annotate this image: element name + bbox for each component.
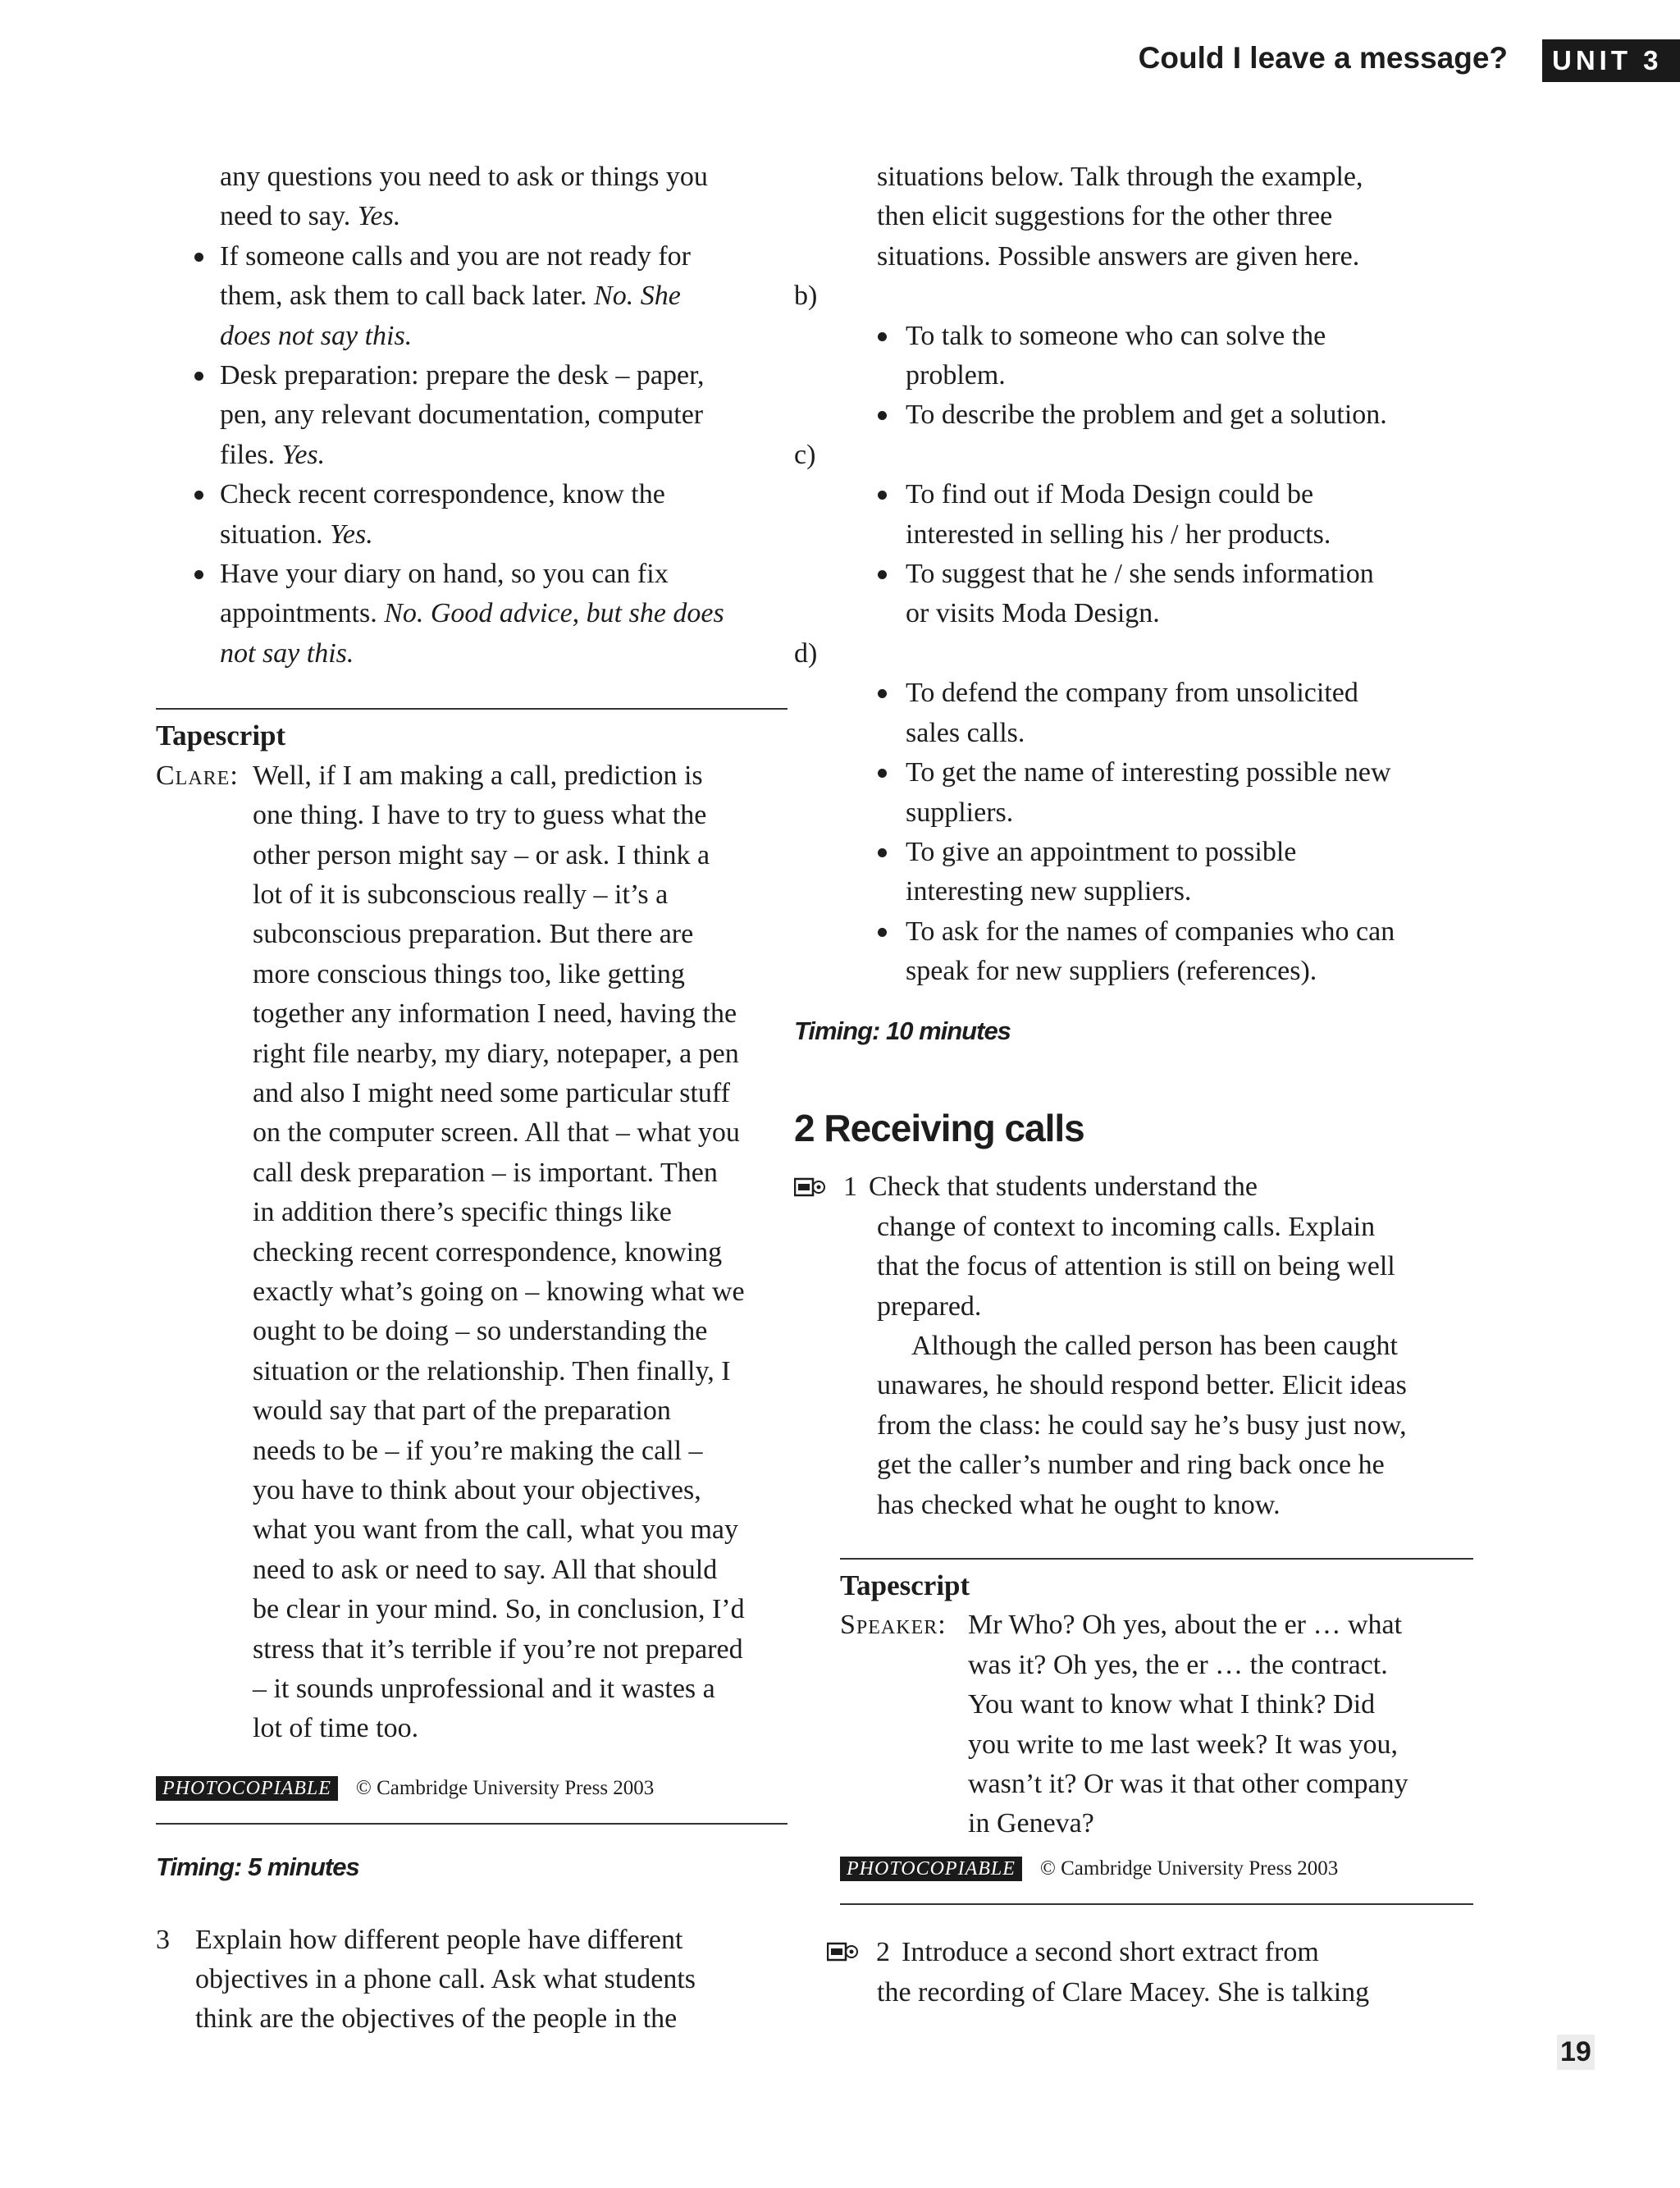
photocopiable-badge: PHOTOCOPIABLE bbox=[840, 1857, 1022, 1881]
list-item: To describe the problem and get a solution. bbox=[794, 395, 1475, 435]
section-title: 2 Receiving calls bbox=[794, 1106, 1084, 1149]
group-letter: b) bbox=[794, 281, 818, 312]
copyright: © Cambridge University Press 2003 bbox=[1039, 1857, 1339, 1880]
header-title: Could I leave a message? bbox=[1138, 41, 1508, 75]
divider bbox=[840, 1558, 1473, 1560]
tapescript-text: Well, if I am making a call, prediction is one thing. I have to try to guess what the other person might say – or ask. I think a lot of it is subconscious really – it’s a subconscious preparation. But there are more conscious things too, like getting together any information I need, having the right file nearby, my diary, notepaper, a pen and also I might need some particular stuff on the computer screen. All that – what you call desk preparation – is important. Then in addition there’s specific things like checking recent correspondence, knowing exactly what’s going on – knowing what we ought to be doing – so understanding the situation or the relationship. Then finally, I would say that part of the preparation needs to be – if you’re making the call – you have to think about your objectives, what you want from the call, what you may need to ask or need to say. All that should be clear in your mind. So, in conclusion, I’d stress that it’s terrible if you’re not prepared – it sounds unprofessional and it wastes a lot of time too. bbox=[253, 760, 745, 1744]
right-column bbox=[794, 158, 1475, 2012]
copyright: © Cambridge University Press 2003 bbox=[355, 1776, 655, 1799]
continuation-line: any questions you need to ask or things you bbox=[220, 162, 708, 192]
list-item: If someone calls and you are not ready for them, ask them to call back later. No. She does not say this. bbox=[156, 237, 788, 356]
item-number: 3 bbox=[156, 1924, 170, 1955]
list-item: To give an appointment to possible interesting new suppliers. bbox=[794, 833, 1475, 912]
timing-label: Timing: 10 minutes bbox=[794, 1016, 1011, 1045]
item-number: 1 bbox=[843, 1172, 857, 1203]
activity-1: 1 Check that students understand the change of context to incoming calls. Explain that the focus of attention is still on being well prepared. Although the called person has been caught unawares, he should respond better. Elicit ideas from the class: he could say he’s busy just now, get the caller’s number and ring back once he has checked what he ought to know. bbox=[794, 1167, 1475, 1525]
activity-3: 3 Explain how different people have different objectives in a phone call. Ask what students think are the objectives of the people in the bbox=[156, 1921, 788, 2040]
speaker-label: Clare: bbox=[156, 760, 239, 791]
list-item: Have your diary on hand, so you can fix appointments. No. Good advice, but she does not say this. bbox=[156, 555, 788, 674]
list-item: To talk to someone who can solve the problem. bbox=[794, 317, 1475, 396]
continuation-line: situations below. Talk through the example, bbox=[877, 162, 1363, 192]
divider bbox=[156, 1823, 788, 1825]
list-item: To find out if Moda Design could be interested in selling his / her products. bbox=[794, 475, 1475, 555]
divider bbox=[156, 708, 788, 710]
group-letter: d) bbox=[794, 637, 818, 669]
cd-audio-icon bbox=[827, 1940, 858, 1963]
tapescript-heading: Tapescript bbox=[156, 719, 286, 752]
photocopiable-row bbox=[156, 1769, 788, 1808]
continuation-line: situations. Possible answers are given here. bbox=[877, 240, 1360, 272]
divider bbox=[840, 1903, 1473, 1905]
group-letter: c) bbox=[794, 439, 816, 470]
cd-audio-icon bbox=[794, 1176, 825, 1199]
list-item: To ask for the names of companies who can speak for new suppliers (references). bbox=[794, 912, 1475, 992]
continuation-line: then elicit suggestions for the other three bbox=[877, 201, 1333, 232]
continuation-line: need to say. Yes. bbox=[220, 201, 401, 232]
page-number: 19 bbox=[1557, 2035, 1595, 2070]
list-item: Desk preparation: prepare the desk – paper, pen, any relevant documentation, computer files. Yes. bbox=[156, 356, 788, 475]
activity-2: 2 Introduce a second short extract from the recording of Clare Macey. She is talking bbox=[794, 1933, 1475, 2012]
list-item: Check recent correspondence, know the situation. Yes. bbox=[156, 475, 788, 555]
speaker-label: Speaker: bbox=[840, 1610, 947, 1641]
photocopiable-row bbox=[794, 1849, 1475, 1889]
list-item: To suggest that he / she sends information or visits Moda Design. bbox=[794, 555, 1475, 634]
tapescript-body bbox=[794, 1606, 1475, 1843]
tapescript-heading: Tapescript bbox=[840, 1569, 970, 1601]
item-number: 2 bbox=[876, 1937, 890, 1968]
tapescript-text: Mr Who? Oh yes, about the er … what was it? Oh yes, the er … the contract. You want to know what I think? Did you write to me last week? It was you, wasn’t it? Or was it that other company in Geneva? bbox=[968, 1610, 1408, 1839]
left-column bbox=[156, 158, 788, 2040]
list-item: To defend the company from unsolicited sales calls. bbox=[794, 674, 1475, 753]
tapescript-body bbox=[156, 756, 788, 1749]
unit-badge: UNIT 3 bbox=[1542, 39, 1680, 82]
photocopiable-badge: PHOTOCOPIABLE bbox=[156, 1776, 338, 1801]
timing-label: Timing: 5 minutes bbox=[156, 1852, 359, 1882]
list-item: To get the name of interesting possible new suppliers. bbox=[794, 753, 1475, 833]
